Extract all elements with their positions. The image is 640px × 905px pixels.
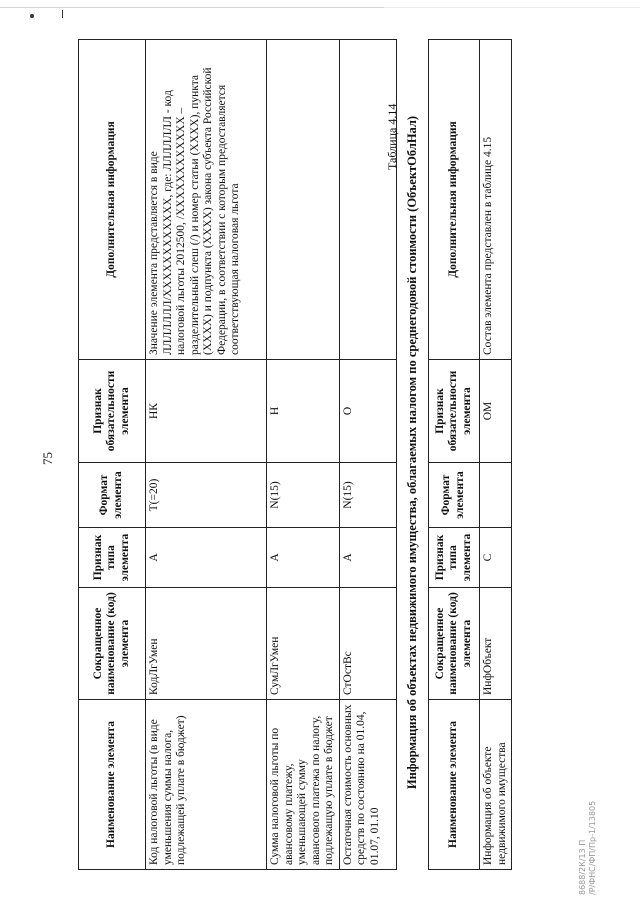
header-cell: Дополнительная информация (79, 40, 146, 360)
header-cell: Формат элемента (79, 463, 146, 528)
cell-type: А (339, 528, 396, 588)
cell-required: О (339, 360, 396, 463)
watermark-line: 8688/2К/13 П (578, 839, 587, 895)
header-cell: Признак обязательности элемента (429, 360, 480, 463)
header-cell: Сокращенное наименование (код) элемента (79, 588, 146, 700)
cell-element-code: ИнфОбъект (480, 588, 512, 700)
header-cell: Сокращенное наименование (код) элемента (429, 588, 480, 700)
table-number-label: Таблица 4.14 (385, 103, 399, 170)
section-title: Информация об объектах недвижимого имущества, облагаемых налогом по среднегодовой стоимости (ОбъектОблНал) (405, 115, 419, 790)
table-row (267, 40, 340, 870)
cell-required: Н (267, 360, 340, 463)
cell-additional-info: Состав элемента представлен в таблице 4.15 (480, 40, 512, 360)
object-info-table (428, 39, 512, 870)
cell-element-code: СтОстВс (339, 588, 396, 700)
scan-watermark (578, 801, 598, 895)
cell-format (480, 463, 512, 528)
table-row (146, 40, 267, 870)
cell-element-code: СумЛгУмен (267, 588, 340, 700)
cell-element-name: Остаточная стоимость основных средств по состоянию на 01.04, 01.07, 01.10 (339, 700, 396, 870)
header-cell: Наименование элемента (429, 700, 480, 870)
header-cell: Признак обязательности элемента (79, 360, 146, 463)
cell-element-code: КодЛгУмен (146, 588, 267, 700)
page-number: 75 (40, 452, 55, 465)
header-cell: Дополнительная информация (429, 40, 480, 360)
header-cell: Признак типа элемента (429, 528, 480, 588)
cell-type: С (480, 528, 512, 588)
cell-additional-info (267, 40, 340, 360)
cell-element-name: Информация об объекте недвижимого имущества (480, 700, 512, 870)
cell-format: N(15) (267, 463, 340, 528)
cell-required: НК (146, 360, 267, 463)
cell-required: ОМ (480, 360, 512, 463)
cell-additional-info: Значение элемента представляется в виде ЛЛЛЛЛЛЛ/XXXXXXXXXXXX, где: ЛЛЛЛЛЛЛ - код налоговой льготы 2012500, /XXXXXXXXXXXX – разделительный слеш (/) и номер статьи (XXXX), пункта (XXXX) и подпункта (XXXX) закона субъекта Российской Федерации, в соответствии с которым предоставляется соответствующая налоговая льгота (146, 40, 267, 360)
cell-element-name: Сумма налоговой льготы по авансовому платежу, уменьшающей сумму авансового платежа по налогу, подлежащую уплате в бюджет (267, 700, 340, 870)
cell-format: T(=20) (146, 463, 267, 528)
elements-table (78, 39, 397, 870)
table-header-row (79, 40, 146, 870)
table-header-row (429, 40, 480, 870)
table-row (480, 40, 512, 870)
header-cell: Признак типа элемента (79, 528, 146, 588)
cell-element-name: Код налоговой льготы (в виде уменьшения суммы налога, подлежащей уплате в бюджет) (146, 700, 267, 870)
cell-format: N(15) (339, 463, 396, 528)
cell-type: А (146, 528, 267, 588)
watermark-line: /Р/ФНС/ФП/Пр-1/13805 (588, 800, 597, 895)
header-cell: Наименование элемента (79, 700, 146, 870)
cell-type: А (267, 528, 340, 588)
cell-additional-info (339, 40, 396, 360)
header-cell: Формат элемента (429, 463, 480, 528)
